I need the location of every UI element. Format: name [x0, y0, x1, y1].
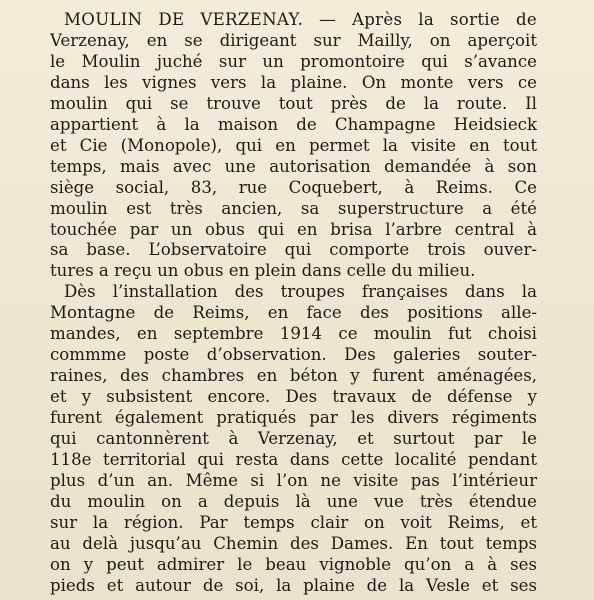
- text-line-15: Montagne de Reims, en face des positions alle-: [50, 303, 537, 323]
- text-line-4: dans les vignes vers la plaine. On monte vers ce: [50, 72, 537, 92]
- text-line-3: le Moulin juché sur un promontoire qui s’avance: [50, 51, 537, 71]
- text-line-2: Verzenay, en se dirigeant sur Mailly, on aperçoit: [50, 30, 537, 50]
- text-line-12: sa base. L’observatoire qui comporte trois ouver-: [50, 240, 537, 260]
- text-line-24: du moulin on a depuis là une vue très étendue: [50, 491, 537, 511]
- text-line-1: MOULIN DE VERZENAY. — Après la sortie de: [64, 10, 537, 29]
- text-line-27: on y peut admirer le beau vignoble qu’on a à ses: [50, 554, 537, 574]
- text-line-19: et y subsistent encore. Des travaux de défense y: [50, 387, 537, 407]
- text-line-21: qui cantonnèrent à Verzenay, et surtout par le: [50, 429, 537, 449]
- text-line-11: touchée par un obus qui en brisa l’arbre central à: [50, 219, 537, 239]
- text-line-8: temps, mais avec une autorisation demandée à son: [50, 156, 537, 176]
- article-body: [50, 10, 537, 597]
- text-line-18: raines, des chambres en béton y furent aménagées,: [50, 366, 537, 386]
- text-line-6: appartient à la maison de Champagne Heidsieck: [50, 114, 537, 134]
- text-line-13: tures a reçu un obus en plein dans celle du milieu.: [50, 261, 476, 281]
- text-line-5: moulin qui se trouve tout près de la route. Il: [50, 93, 537, 113]
- text-line-17: commme poste d’observation. Des galeries souter-: [50, 345, 537, 365]
- text-line-9: siège social, 83, rue Coquebert, à Reims. Ce: [50, 177, 537, 197]
- text-line-26: au delà jusqu’au Chemin des Dames. En tout temps: [50, 533, 537, 553]
- text-line-25: sur la région. Par temps clair on voit Reims, et: [50, 512, 537, 532]
- text-line-7: et Cie (Monopole), qui en permet la visite en tout: [50, 135, 537, 155]
- text-line-22: 118e territorial qui resta dans cette localité pendant: [50, 450, 537, 470]
- text-line-14: Dès l’installation des troupes françaises dans la: [64, 282, 537, 302]
- text-line-16: mandes, en septembre 1914 ce moulin fut choisi: [50, 324, 537, 344]
- text-line-10: moulin est très ancien, sa superstructure a été: [50, 198, 537, 218]
- text-line-28: pieds et autour de soi, la plaine de la Vesle et ses: [50, 575, 537, 595]
- text-line-20: furent également pratiqués par les divers régiments: [50, 408, 537, 428]
- text-line-23: plus d’un an. Même si l’on ne visite pas l’intérieur: [50, 470, 537, 490]
